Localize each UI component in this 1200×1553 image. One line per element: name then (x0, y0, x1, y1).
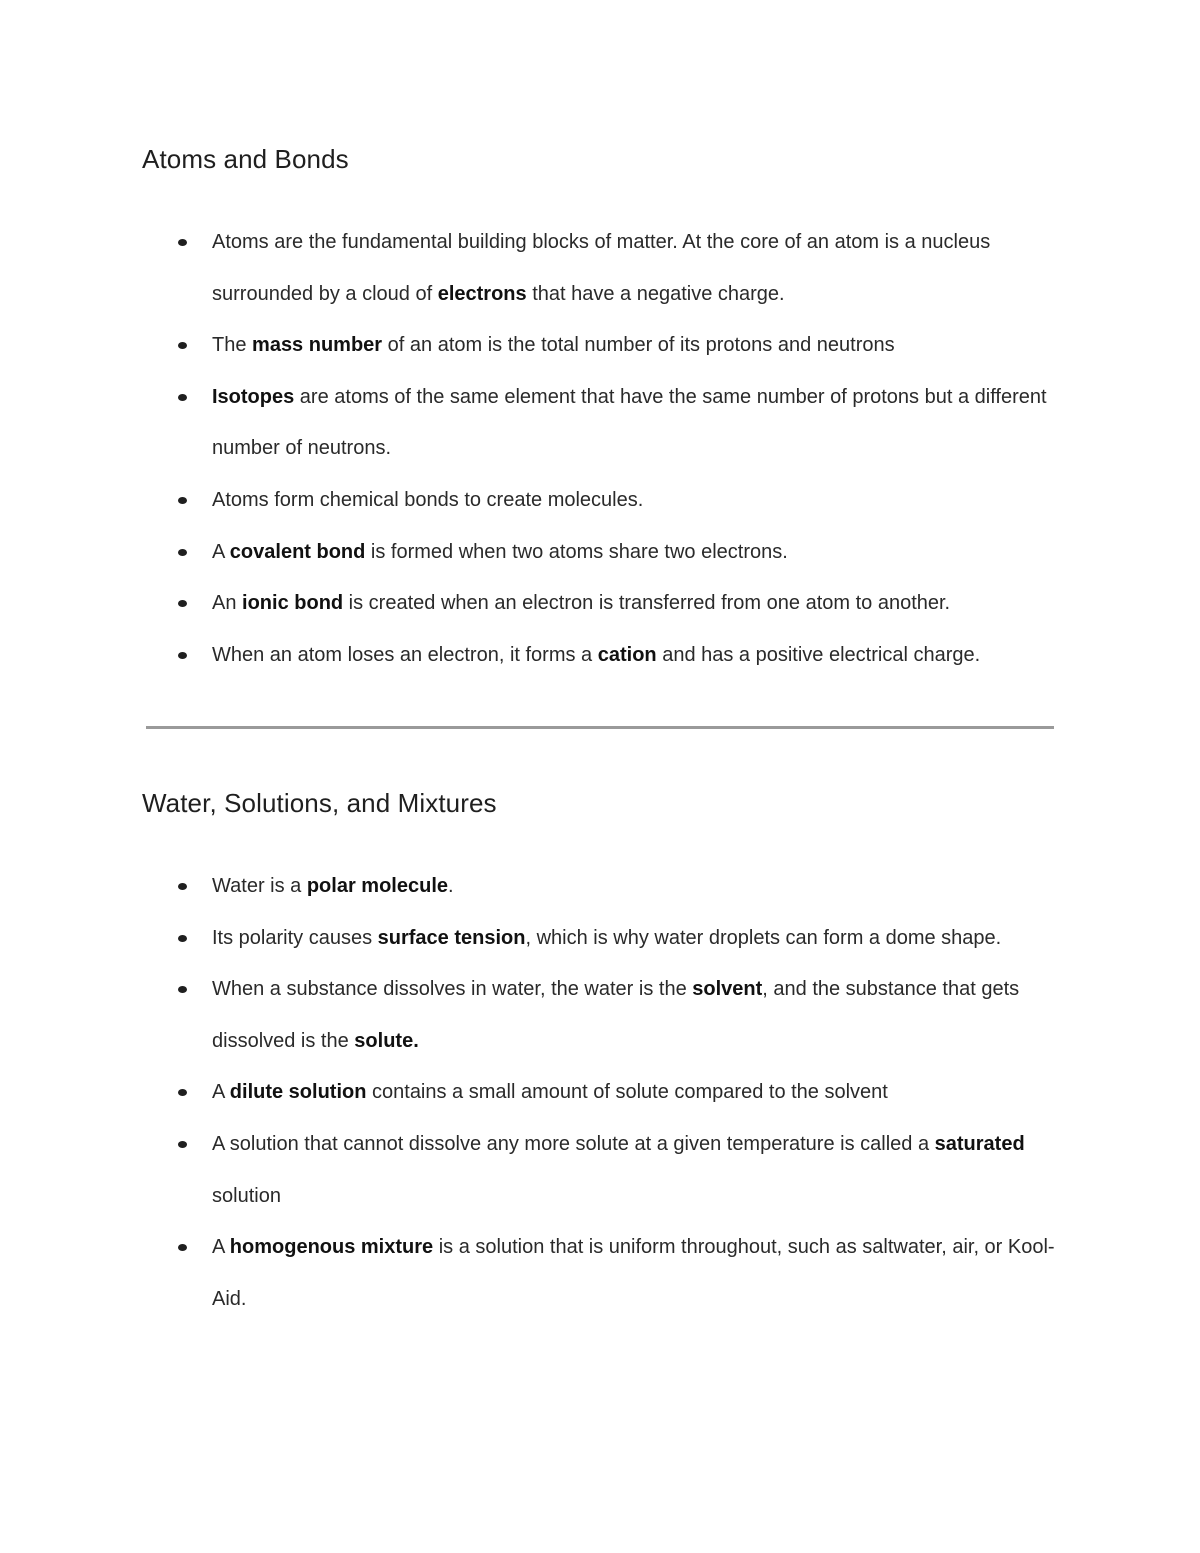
text-run: A (212, 1236, 230, 1259)
text-run: When an atom loses an electron, it forms a (212, 643, 598, 666)
bold-term: polar molecule (306, 875, 448, 897)
bullet-item (142, 475, 1062, 527)
text-run: When a substance dissolves in water, the water is the (212, 978, 693, 1001)
text-run: contains a small amount of solute compared to the solvent (366, 1081, 888, 1104)
bullet-item (142, 1067, 1062, 1119)
text-run: Atoms form chemical bonds to create molecules. (212, 488, 644, 511)
bold-term: covalent bond (229, 540, 366, 563)
text-run: is a solution that is uniform throughout, such as saltwater, air, or Kool-Aid. (212, 1236, 1055, 1310)
text-run: , which is why water droplets can form a dome shape. (525, 926, 1002, 949)
bullet-dot-icon (178, 1141, 187, 1148)
bullet-dot-icon (178, 652, 187, 659)
bold-term: ionic bond (242, 592, 344, 615)
text-run: A solution that cannot dissolve any more solute at a given temperature is called a (212, 1132, 935, 1155)
bullet-item (142, 217, 1062, 320)
bold-term: solvent (692, 978, 763, 1001)
text-run: of an atom is the total number of its protons and neutrons (382, 334, 895, 357)
text-run: are atoms of the same element that have the same number of protons but a different number of neutrons. (212, 385, 1047, 460)
text-run: A (212, 540, 230, 563)
bullet-item (142, 1119, 1062, 1222)
bullet-dot-icon (178, 549, 187, 556)
text-run: A (212, 1081, 230, 1104)
bullet-dot-icon (178, 935, 187, 942)
bold-term: electrons (437, 282, 527, 305)
section-heading: Water, Solutions, and Mixtures (142, 788, 497, 818)
bullet-list (142, 217, 1062, 681)
bold-term: mass number (252, 334, 383, 357)
bullet-dot-icon (178, 394, 187, 401)
bullet-item (142, 630, 1062, 682)
bullet-item (142, 527, 1062, 579)
section-water-solutions-mixtures (142, 785, 1062, 1325)
bold-term: cation (597, 643, 657, 666)
bullet-dot-icon (178, 1244, 187, 1251)
bullet-item (142, 913, 1062, 965)
text-run: is formed when two atoms share two electrons. (365, 540, 788, 563)
bullet-item (142, 372, 1062, 475)
bullet-dot-icon (178, 986, 187, 993)
bullet-dot-icon (178, 1089, 187, 1096)
bullet-dot-icon (178, 497, 187, 504)
text-run: . (448, 875, 454, 897)
horizontal-divider (146, 726, 1054, 729)
bullet-dot-icon (178, 342, 187, 349)
bold-term: solute. (354, 1029, 419, 1052)
text-run: that have a negative charge. (526, 282, 785, 305)
text-run: The (212, 334, 253, 357)
section-atoms-and-bonds (142, 141, 1062, 681)
bold-term: dilute solution (229, 1081, 367, 1104)
text-run: Its polarity causes (212, 926, 378, 949)
bullet-item (142, 320, 1062, 372)
bullet-item (142, 1222, 1062, 1325)
bold-term: surface tension (377, 926, 526, 949)
text-run: and has a positive electrical charge. (656, 643, 981, 666)
bold-term: homogenous mixture (229, 1236, 434, 1259)
section-heading: Atoms and Bonds (142, 144, 349, 174)
text-run: is created when an electron is transferred from one atom to another. (343, 592, 951, 615)
text-run: solution (212, 1184, 281, 1207)
text-run: An (212, 592, 243, 615)
bullet-item (142, 964, 1062, 1067)
text-run: , and the substance that gets dissolved is the (212, 978, 1020, 1052)
bullet-item (142, 861, 1062, 913)
bullet-dot-icon (178, 239, 187, 246)
bullet-dot-icon (178, 600, 187, 607)
bullet-dot-icon (178, 883, 187, 890)
text-run: Water is a (212, 875, 307, 897)
bullet-item (142, 578, 1062, 630)
bold-term: Isotopes (212, 385, 295, 408)
bold-term: saturated (934, 1132, 1025, 1155)
text-run: Atoms are the fundamental building blocks of matter. At the core of an atom is a nucleus surrounded by a cloud of (212, 231, 991, 305)
bullet-list (142, 861, 1062, 1325)
